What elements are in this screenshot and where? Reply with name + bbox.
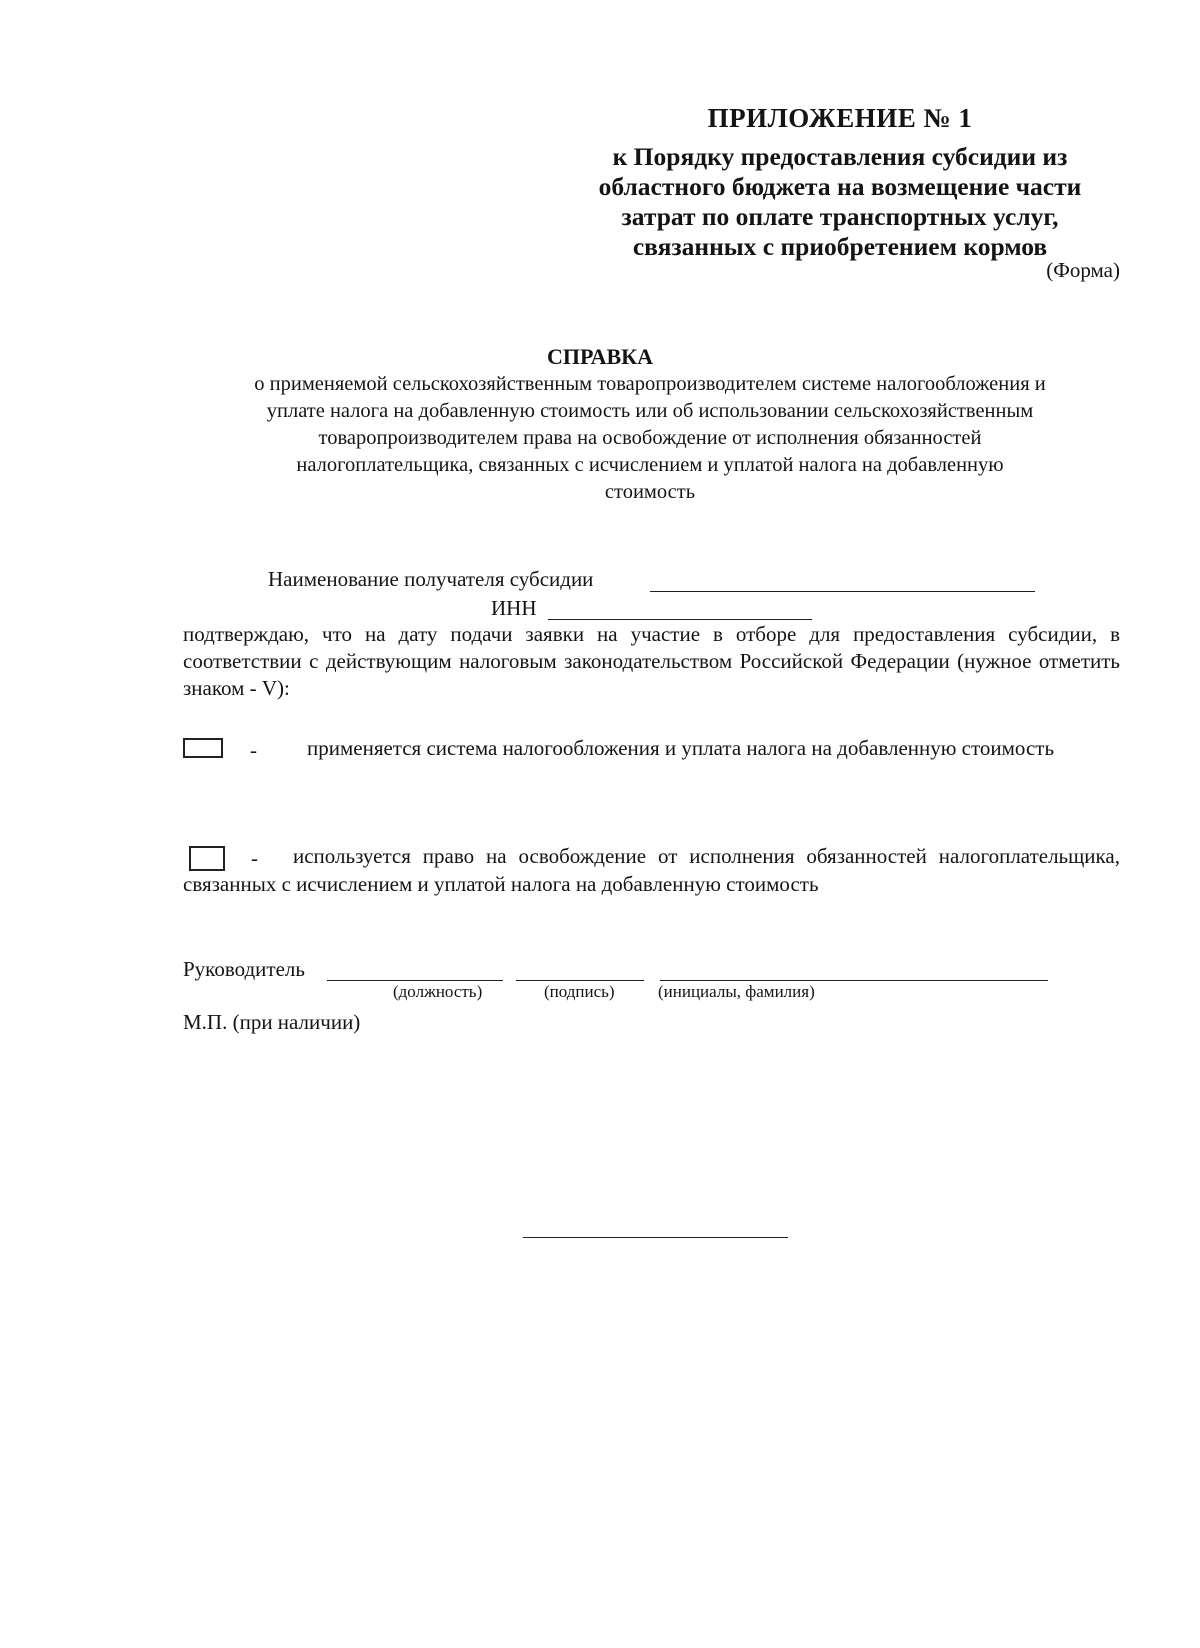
head-label: Руководитель: [183, 957, 305, 981]
subtitle-line: уплате налога на добавленную стоимость или об использовании сельскохозяйственным: [266, 400, 1034, 422]
inn-label: ИНН: [491, 596, 537, 620]
name-caption: (инициалы, фамилия): [658, 982, 815, 1001]
subtitle-line: налогоплательщика, связанных с исчислением и уплатой налога на добавленную: [296, 454, 1004, 476]
inn-field[interactable]: [548, 619, 812, 620]
appendix-line: областного бюджета на возмещение части: [598, 172, 1082, 201]
checkbox-vat-applied[interactable]: [183, 738, 223, 758]
option-dash: -: [251, 846, 258, 870]
signature-field[interactable]: [516, 980, 644, 981]
position-caption: (должность): [393, 982, 483, 1001]
position-field[interactable]: [327, 980, 503, 981]
option-text-vat-exemption: используется право на освобождение от исполнения обязанностей налогоплательщика, связанных с исчислением и уплатой налога на добавленную стоимость: [183, 844, 1120, 896]
subtitle-line: товаропроизводителем права на освобождение от исполнения обязанностей: [318, 427, 982, 449]
appendix-line: связанных с приобретением кормов: [632, 232, 1048, 261]
appendix-title: ПРИЛОЖЕНИЕ № 1: [707, 103, 973, 133]
certificate-subtitle: [170, 371, 1130, 506]
end-divider: [523, 1237, 788, 1238]
subtitle-line: о применяемой сельскохозяйственным товаропроизводителем системе налогообложения и: [254, 373, 1046, 395]
appendix-reference: [560, 142, 1120, 262]
appendix-line: к Порядку предоставления субсидии из: [612, 142, 1068, 171]
appendix-line: затрат по оплате транспортных услуг,: [621, 202, 1059, 231]
recipient-name-field[interactable]: [650, 591, 1035, 592]
option-text-vat-applied: применяется система налогообложения и уплата налога на добавленную стоимость: [307, 736, 1055, 760]
stamp-label: М.П. (при наличии): [183, 1010, 361, 1034]
checkbox-vat-exemption[interactable]: [189, 846, 225, 871]
form-label: (Форма): [1046, 258, 1120, 282]
full-name-field[interactable]: [660, 980, 1048, 981]
signature-caption: (подпись): [544, 982, 615, 1001]
option-dash: -: [250, 738, 257, 762]
confirmation-text: подтверждаю, что на дату подачи заявки на участие в отборе для предоставления субсидии, в соответствии с действующим налоговым законодательством Российской Федерации (нужное отметить знаком - V):: [183, 622, 1120, 700]
certificate-title: СПРАВКА: [546, 344, 654, 369]
subtitle-line: стоимость: [604, 481, 696, 503]
recipient-name-label: Наименование получателя субсидии: [268, 567, 594, 591]
